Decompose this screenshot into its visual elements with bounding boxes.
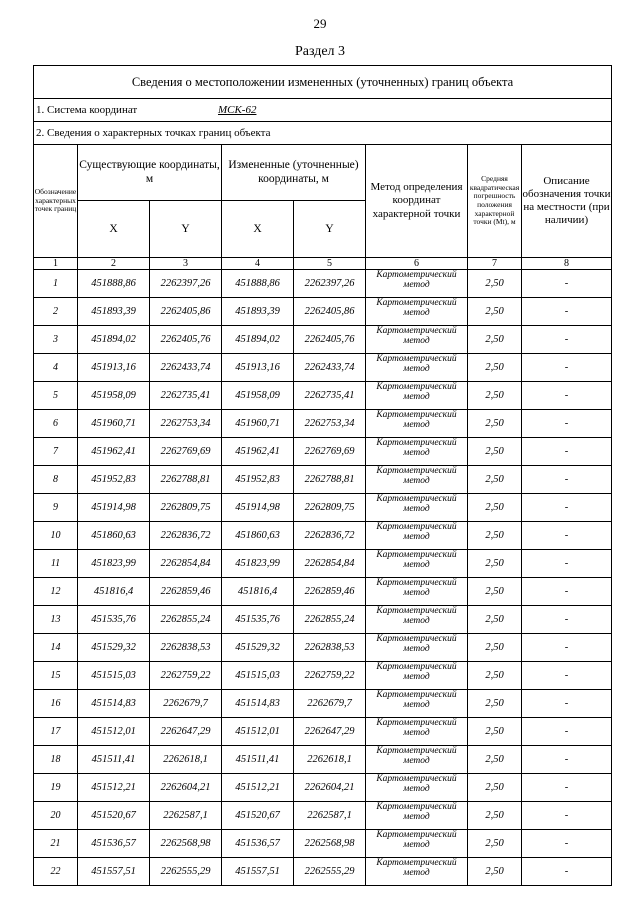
method-cell: Картометрический метод — [366, 606, 468, 634]
accuracy-cell: 2,50 — [468, 522, 522, 550]
description-cell: - — [522, 746, 612, 774]
point-number: 10 — [34, 522, 78, 550]
header-designation: Обозначение характерных точек границ — [34, 145, 78, 258]
table-row — [34, 746, 612, 774]
changed-x: 451894,02 — [222, 326, 294, 354]
point-number: 11 — [34, 550, 78, 578]
point-number: 18 — [34, 746, 78, 774]
method-cell: Картометрический метод — [366, 494, 468, 522]
description-cell: - — [522, 410, 612, 438]
accuracy-cell: 2,50 — [468, 354, 522, 382]
column-number-row — [34, 258, 612, 270]
point-number: 6 — [34, 410, 78, 438]
point-number: 16 — [34, 690, 78, 718]
changed-y: 2262753,34 — [294, 410, 366, 438]
column-number: 6 — [366, 258, 468, 270]
changed-x: 451512,21 — [222, 774, 294, 802]
existing-y: 2262587,1 — [150, 802, 222, 830]
accuracy-cell: 2,50 — [468, 634, 522, 662]
existing-x: 451894,02 — [78, 326, 150, 354]
method-cell: Картометрический метод — [366, 578, 468, 606]
existing-y: 2262735,41 — [150, 382, 222, 410]
existing-x: 451860,63 — [78, 522, 150, 550]
header-method: Метод определения координат характерной точки — [366, 145, 468, 258]
existing-y: 2262679,7 — [150, 690, 222, 718]
table-row — [34, 662, 612, 690]
existing-x: 451914,98 — [78, 494, 150, 522]
table-row — [34, 858, 612, 886]
existing-y: 2262405,76 — [150, 326, 222, 354]
point-number: 1 — [34, 270, 78, 298]
header-existing-coordinates: Существующие координаты, м — [78, 145, 222, 201]
existing-y: 2262855,24 — [150, 606, 222, 634]
accuracy-cell: 2,50 — [468, 858, 522, 886]
existing-y: 2262769,69 — [150, 438, 222, 466]
table-row — [34, 438, 612, 466]
existing-y: 2262405,86 — [150, 298, 222, 326]
accuracy-cell: 2,50 — [468, 774, 522, 802]
description-cell: - — [522, 634, 612, 662]
method-cell: Картометрический метод — [366, 718, 468, 746]
column-number: 5 — [294, 258, 366, 270]
method-cell: Картометрический метод — [366, 438, 468, 466]
changed-y: 2262854,84 — [294, 550, 366, 578]
section-title: Раздел 3 — [294, 44, 346, 59]
accuracy-cell: 2,50 — [468, 746, 522, 774]
changed-y: 2262838,53 — [294, 634, 366, 662]
table-title: Сведения о местоположении измененных (уточненных) границ объекта — [34, 66, 612, 99]
table-row — [34, 382, 612, 410]
existing-x: 451823,99 — [78, 550, 150, 578]
accuracy-cell: 2,50 — [468, 550, 522, 578]
point-number: 15 — [34, 662, 78, 690]
description-cell: - — [522, 494, 612, 522]
description-cell: - — [522, 270, 612, 298]
changed-x: 451520,67 — [222, 802, 294, 830]
table-row — [34, 606, 612, 634]
changed-y: 2262568,98 — [294, 830, 366, 858]
existing-x: 451888,86 — [78, 270, 150, 298]
accuracy-cell: 2,50 — [468, 326, 522, 354]
existing-y: 2262838,53 — [150, 634, 222, 662]
header-existing-x: X — [78, 201, 150, 258]
table-body — [34, 66, 612, 886]
accuracy-cell: 2,50 — [468, 410, 522, 438]
changed-y: 2262836,72 — [294, 522, 366, 550]
method-cell: Картометрический метод — [366, 326, 468, 354]
coord-system-row — [34, 99, 612, 122]
existing-y: 2262788,81 — [150, 466, 222, 494]
accuracy-cell: 2,50 — [468, 606, 522, 634]
point-number: 5 — [34, 382, 78, 410]
accuracy-cell: 2,50 — [468, 578, 522, 606]
description-cell: - — [522, 550, 612, 578]
description-cell: - — [522, 578, 612, 606]
method-cell: Картометрический метод — [366, 858, 468, 886]
header-existing-y: Y — [150, 201, 222, 258]
changed-x: 451515,03 — [222, 662, 294, 690]
changed-x: 451514,83 — [222, 690, 294, 718]
point-number: 22 — [34, 858, 78, 886]
existing-y: 2262397,26 — [150, 270, 222, 298]
changed-x: 451529,32 — [222, 634, 294, 662]
boundary-points-sheet — [33, 65, 611, 886]
boundary-points-table — [33, 65, 612, 886]
table-row — [34, 774, 612, 802]
changed-x: 451557,51 — [222, 858, 294, 886]
changed-y: 2262555,29 — [294, 858, 366, 886]
changed-x: 451958,09 — [222, 382, 294, 410]
changed-y: 2262618,1 — [294, 746, 366, 774]
changed-x: 451511,41 — [222, 746, 294, 774]
method-cell: Картометрический метод — [366, 298, 468, 326]
existing-x: 451913,16 — [78, 354, 150, 382]
point-number: 20 — [34, 802, 78, 830]
existing-y: 2262836,72 — [150, 522, 222, 550]
changed-y: 2262759,22 — [294, 662, 366, 690]
existing-x: 451960,71 — [78, 410, 150, 438]
changed-y: 2262433,74 — [294, 354, 366, 382]
table-row — [34, 634, 612, 662]
existing-x: 451816,4 — [78, 578, 150, 606]
changed-y: 2262809,75 — [294, 494, 366, 522]
changed-x: 451914,98 — [222, 494, 294, 522]
existing-y: 2262604,21 — [150, 774, 222, 802]
table-row — [34, 802, 612, 830]
accuracy-cell: 2,50 — [468, 830, 522, 858]
table-row — [34, 522, 612, 550]
changed-x: 451960,71 — [222, 410, 294, 438]
changed-y: 2262647,29 — [294, 718, 366, 746]
method-cell: Картометрический метод — [366, 774, 468, 802]
accuracy-cell: 2,50 — [468, 298, 522, 326]
existing-y: 2262859,46 — [150, 578, 222, 606]
point-number: 14 — [34, 634, 78, 662]
changed-y: 2262405,86 — [294, 298, 366, 326]
description-cell: - — [522, 802, 612, 830]
method-cell: Картометрический метод — [366, 634, 468, 662]
existing-x: 451520,67 — [78, 802, 150, 830]
table-row — [34, 718, 612, 746]
changed-x: 451893,39 — [222, 298, 294, 326]
changed-y: 2262735,41 — [294, 382, 366, 410]
changed-x: 451536,57 — [222, 830, 294, 858]
existing-x: 451512,01 — [78, 718, 150, 746]
description-cell: - — [522, 382, 612, 410]
existing-x: 451893,39 — [78, 298, 150, 326]
changed-x: 451962,41 — [222, 438, 294, 466]
method-cell: Картометрический метод — [366, 270, 468, 298]
method-cell: Картометрический метод — [366, 746, 468, 774]
existing-x: 451536,57 — [78, 830, 150, 858]
table-row — [34, 550, 612, 578]
method-cell: Картометрический метод — [366, 662, 468, 690]
method-cell: Картометрический метод — [366, 382, 468, 410]
existing-y: 2262618,1 — [150, 746, 222, 774]
table-row — [34, 298, 612, 326]
description-cell: - — [522, 830, 612, 858]
changed-y: 2262788,81 — [294, 466, 366, 494]
changed-y: 2262855,24 — [294, 606, 366, 634]
existing-x: 451529,32 — [78, 634, 150, 662]
existing-y: 2262759,22 — [150, 662, 222, 690]
changed-x: 451823,99 — [222, 550, 294, 578]
changed-y: 2262604,21 — [294, 774, 366, 802]
point-number: 4 — [34, 354, 78, 382]
point-number: 2 — [34, 298, 78, 326]
existing-x: 451515,03 — [78, 662, 150, 690]
column-number: 2 — [78, 258, 150, 270]
header-description: Описание обозначения точки на местности (при наличии) — [522, 145, 612, 258]
point-number: 19 — [34, 774, 78, 802]
existing-x: 451557,51 — [78, 858, 150, 886]
description-cell: - — [522, 326, 612, 354]
description-cell: - — [522, 466, 612, 494]
description-cell: - — [522, 690, 612, 718]
point-number: 17 — [34, 718, 78, 746]
changed-y: 2262859,46 — [294, 578, 366, 606]
changed-x: 451888,86 — [222, 270, 294, 298]
accuracy-cell: 2,50 — [468, 382, 522, 410]
existing-y: 2262433,74 — [150, 354, 222, 382]
header-accuracy: Средняя квадратическая погрешность положения характерной точки (Mt), м — [468, 145, 522, 258]
header-changed-coordinates: Измененные (уточненные) координаты, м — [222, 145, 366, 201]
existing-y: 2262753,34 — [150, 410, 222, 438]
accuracy-cell: 2,50 — [468, 438, 522, 466]
point-number: 21 — [34, 830, 78, 858]
changed-x: 451913,16 — [222, 354, 294, 382]
table-row — [34, 578, 612, 606]
accuracy-cell: 2,50 — [468, 270, 522, 298]
point-number: 7 — [34, 438, 78, 466]
existing-x: 451952,83 — [78, 466, 150, 494]
column-number: 3 — [150, 258, 222, 270]
changed-y: 2262397,26 — [294, 270, 366, 298]
point-number: 12 — [34, 578, 78, 606]
point-number: 13 — [34, 606, 78, 634]
existing-y: 2262647,29 — [150, 718, 222, 746]
changed-y: 2262769,69 — [294, 438, 366, 466]
point-number: 8 — [34, 466, 78, 494]
method-cell: Картометрический метод — [366, 522, 468, 550]
method-cell: Картометрический метод — [366, 410, 468, 438]
changed-y: 2262405,76 — [294, 326, 366, 354]
method-cell: Картометрический метод — [366, 550, 468, 578]
description-cell: - — [522, 858, 612, 886]
accuracy-cell: 2,50 — [468, 662, 522, 690]
changed-x: 451952,83 — [222, 466, 294, 494]
description-cell: - — [522, 774, 612, 802]
page-number: 29 — [313, 16, 327, 31]
method-cell: Картометрический метод — [366, 354, 468, 382]
changed-x: 451535,76 — [222, 606, 294, 634]
existing-y: 2262854,84 — [150, 550, 222, 578]
accuracy-cell: 2,50 — [468, 802, 522, 830]
points-section-title: 2. Сведения о характерных точках границ объекта — [34, 122, 612, 145]
method-cell: Картометрический метод — [366, 830, 468, 858]
table-row — [34, 354, 612, 382]
existing-y: 2262809,75 — [150, 494, 222, 522]
accuracy-cell: 2,50 — [468, 690, 522, 718]
existing-x: 451514,83 — [78, 690, 150, 718]
column-number: 8 — [522, 258, 612, 270]
accuracy-cell: 2,50 — [468, 494, 522, 522]
existing-y: 2262555,29 — [150, 858, 222, 886]
column-number: 4 — [222, 258, 294, 270]
changed-y: 2262587,1 — [294, 802, 366, 830]
table-row — [34, 326, 612, 354]
existing-x: 451962,41 — [78, 438, 150, 466]
table-row — [34, 690, 612, 718]
point-number: 9 — [34, 494, 78, 522]
existing-x: 451512,21 — [78, 774, 150, 802]
changed-y: 2262679,7 — [294, 690, 366, 718]
changed-x: 451816,4 — [222, 578, 294, 606]
description-cell: - — [522, 522, 612, 550]
description-cell: - — [522, 298, 612, 326]
description-cell: - — [522, 718, 612, 746]
table-row — [34, 830, 612, 858]
column-number: 7 — [468, 258, 522, 270]
point-number: 3 — [34, 326, 78, 354]
accuracy-cell: 2,50 — [468, 718, 522, 746]
header-changed-x: X — [222, 201, 294, 258]
existing-x: 451958,09 — [78, 382, 150, 410]
header-changed-y: Y — [294, 201, 366, 258]
changed-x: 451860,63 — [222, 522, 294, 550]
existing-x: 451535,76 — [78, 606, 150, 634]
description-cell: - — [522, 662, 612, 690]
description-cell: - — [522, 606, 612, 634]
column-number: 1 — [34, 258, 78, 270]
existing-x: 451511,41 — [78, 746, 150, 774]
existing-y: 2262568,98 — [150, 830, 222, 858]
table-row — [34, 466, 612, 494]
accuracy-cell: 2,50 — [468, 466, 522, 494]
coord-system-label: 1. Система координат — [36, 104, 138, 116]
table-row — [34, 494, 612, 522]
method-cell: Картометрический метод — [366, 466, 468, 494]
table-row — [34, 270, 612, 298]
table-row — [34, 410, 612, 438]
coord-system-value: МСК-62 — [217, 104, 257, 116]
method-cell: Картометрический метод — [366, 690, 468, 718]
changed-x: 451512,01 — [222, 718, 294, 746]
description-cell: - — [522, 438, 612, 466]
description-cell: - — [522, 354, 612, 382]
method-cell: Картометрический метод — [366, 802, 468, 830]
